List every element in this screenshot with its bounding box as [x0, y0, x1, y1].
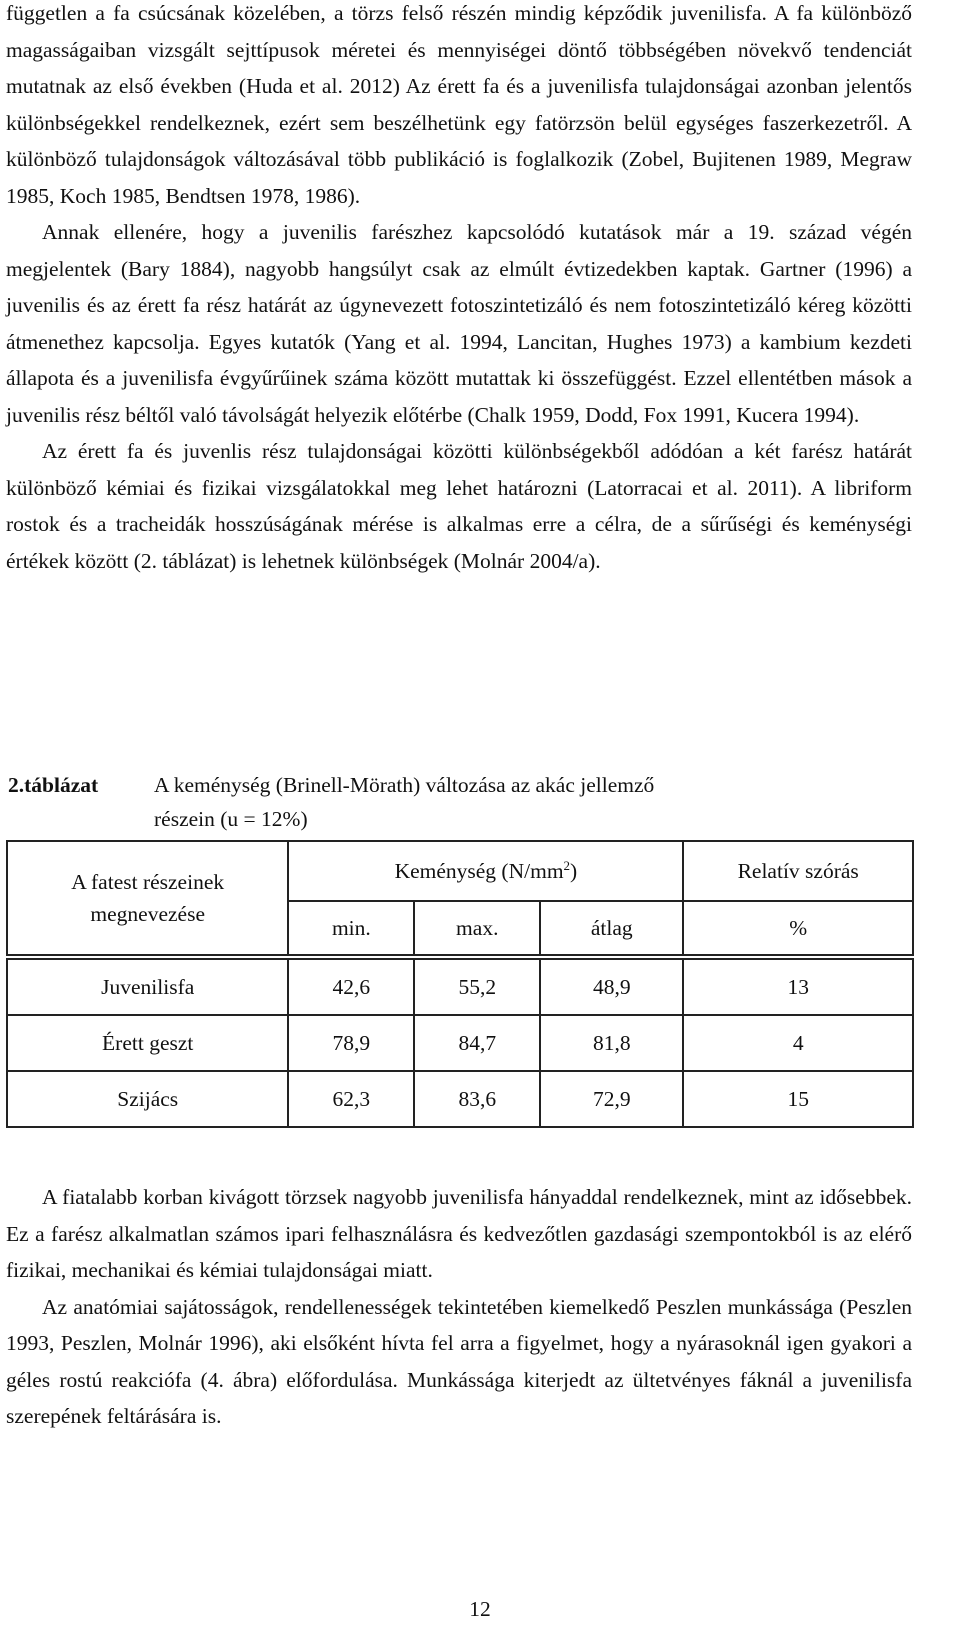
paragraph: független a fa csúcsának közelében, a törzs felső részén mindig képződik juvenilisfa. A fa különböző magasságaiban vizsgált sejttípusok méretei és mennyiségei döntő többségében növekvő tendenciát mutatnak az első években (Huda et al. 2012) Az érett fa és a juvenilisfa tulajdonságai azonban jelentős különbségekkel rendelkeznek, ezért sem beszélhetünk egy fatörzsön belül egységes faszerkezetről. A különböző tulajdonságok változásával több publikáció is foglalkozik (Zobel, Bujitenen 1989, Megraw 1985, Koch 1985, Bendtsen 1978, 1986).: [6, 1, 912, 208]
row-name-cell: Szijács: [7, 1071, 288, 1127]
row-avg-cell: 81,8: [540, 1015, 683, 1071]
table-title: [154, 768, 874, 836]
paragraph: A fiatalabb korban kivágott törzsek nagyobb juvenilisfa hányaddal rendelkeznek, mint az idősebbek. Ez a farész alkalmatlan számos ipari felhasználásra és kedvezőtlen gazdasági szempontokból is az elérő fizikai, mechanikai és kémiai tulajdonságai miatt.: [6, 1185, 912, 1282]
table-row: [7, 959, 913, 1015]
row-max-cell: 83,6: [414, 1071, 540, 1127]
name-header-line: megnevezése: [90, 902, 206, 926]
row-pct-cell: 4: [683, 1015, 913, 1071]
row-name-cell: Érett geszt: [7, 1015, 288, 1071]
paragraph: Az érett fa és juvenlis rész tulajdonságai közötti különbségekből adódóan a két farész határát különböző kémiai és fizikai vizsgálatokkal meg lehet határozni (Latorracai et al. 2011). A libriform rostok és a tracheidák hosszúságának mérése is alkalmas erre a célra, de a sűrűségi és keménységi értékek között (2. táblázat) is lehetnek különbségek (Molnár 2004/a).: [6, 439, 912, 573]
table-title-line: A keménység (Brinell-Mörath) változása az akác jellemző: [154, 773, 655, 797]
paragraph: Annak ellenére, hogy a juvenilis farészhez kapcsolódó kutatások már a 19. század végén megjelentek (Bary 1884), nagyobb hangsúlyt csak az elmúlt évtizedekben kaptak. Gartner (1996) a juvenilis és az érett fa rész határát az úgynevezett fotoszintetizáló és nem fotoszintetizáló kéreg közötti átmenethez kapcsolja. Egyes kutatók (Yang et al. 1994, Lancitan, Hughes 1973) a kambium kezdeti állapota és a juvenilisfa évgyűrűinek száma között mutattak ki összefüggést. Ezzel ellentétben mások a juvenilis rész béltől való távolságát helyezik előtérbe (Chalk 1959, Dodd, Fox 1991, Kucera 1994).: [6, 220, 912, 427]
row-pct-cell: 13: [683, 959, 913, 1015]
subheader-max: max.: [414, 901, 540, 955]
row-max-cell: 84,7: [414, 1015, 540, 1071]
row-min-cell: 42,6: [288, 959, 414, 1015]
paragraph: Az anatómiai sajátosságok, rendellenességek tekintetében kiemelkedő Peszlen munkássága (Peszlen 1993, Peszlen, Molnár 1996), aki elsőként hívta fel arra a figyelmet, hogy a nyárasoknál igen gyakori a géles rostú reakciófa (4. ábra) előfordulása. Munkássága kiterjedt az ültetvényes fáknál a juvenilisfa szerepének feltárására is.: [6, 1294, 912, 1428]
table-title-line: részein (u = 12%): [154, 807, 308, 831]
row-min-cell: 78,9: [288, 1015, 414, 1071]
row-avg-cell: 72,9: [540, 1071, 683, 1127]
subheader-min: min.: [288, 901, 414, 955]
deviation-header-cell: Relatív szórás: [683, 841, 913, 901]
table-header-row: [7, 841, 913, 901]
body-text-top: [6, 0, 912, 579]
hardness-table: [6, 840, 914, 1128]
table-label: 2.táblázat: [8, 773, 99, 797]
hardness-header-close: ): [570, 858, 578, 883]
row-pct-cell: 15: [683, 1071, 913, 1127]
hardness-header-cell: [288, 841, 683, 901]
row-name-cell: Juvenilisfa: [7, 959, 288, 1015]
table-row: [7, 1015, 913, 1071]
page-number: 12: [469, 1597, 491, 1621]
table-row: [7, 1071, 913, 1127]
row-avg-cell: 48,9: [540, 959, 683, 1015]
body-text-bottom: [6, 1179, 912, 1435]
row-max-cell: 55,2: [414, 959, 540, 1015]
subheader-pct: %: [683, 901, 913, 955]
unit-superscript: 2: [563, 857, 571, 873]
subheader-avg: átlag: [540, 901, 683, 955]
row-min-cell: 62,3: [288, 1071, 414, 1127]
name-header-line: A fatest részeinek: [71, 870, 225, 894]
name-header-cell: [7, 841, 288, 955]
hardness-header-text: Keménység (N/mm: [394, 858, 564, 883]
